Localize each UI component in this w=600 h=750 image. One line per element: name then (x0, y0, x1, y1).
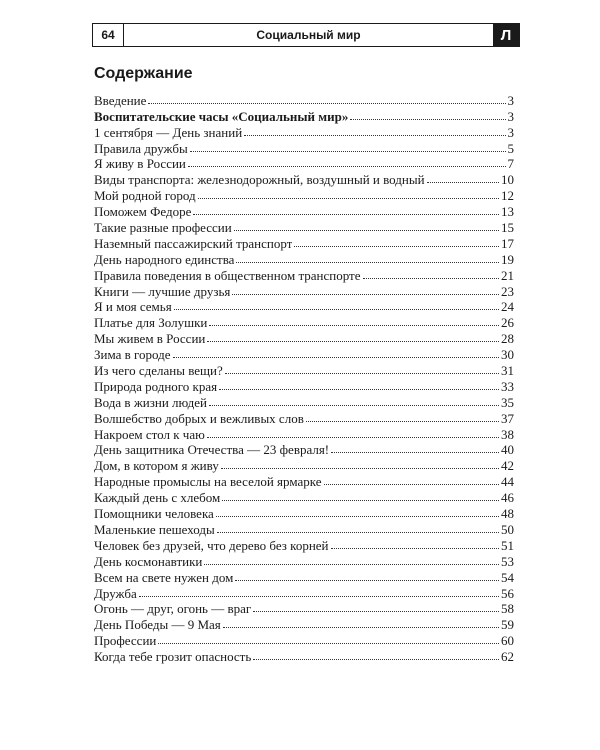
toc-entry (94, 521, 514, 537)
toc-entry-title: Каждый день с хлебом (94, 490, 221, 506)
toc-entry-page: 21 (501, 267, 514, 283)
toc-leader-dots (198, 198, 499, 199)
toc-entry-title: Воспитательские часы «Социальный мир» (94, 108, 349, 124)
toc-heading: Содержание (94, 65, 193, 82)
toc-entry (94, 362, 514, 378)
toc-entry-page: 24 (501, 299, 514, 315)
toc-entry-page: 15 (501, 220, 514, 236)
toc-entry-page: 60 (501, 633, 514, 649)
toc-entry-title: Профессии (94, 633, 157, 649)
toc-leader-dots (294, 246, 499, 247)
toc-leader-dots (209, 325, 499, 326)
toc-entry-title: Природа родного края (94, 378, 218, 394)
running-header (92, 23, 520, 47)
toc-leader-dots (225, 373, 499, 374)
toc-entry-title: День защитника Отечества — 23 февраля! (94, 442, 330, 458)
toc-entry-page: 19 (501, 251, 514, 267)
toc-leader-dots (253, 659, 499, 660)
toc-leader-dots (363, 278, 499, 279)
toc-entry-title: Мы живем в России (94, 331, 206, 347)
toc-leader-dots (207, 341, 499, 342)
toc-entry (94, 632, 514, 648)
toc-entry-title: Я живу в России (94, 156, 186, 172)
toc-entry-title: Волшебство добрых и вежливых слов (94, 410, 304, 426)
toc-entry (94, 235, 514, 251)
toc-entry-page: 12 (501, 188, 514, 204)
toc-leader-dots (222, 500, 499, 501)
publisher-logo-icon: Л (493, 24, 519, 46)
toc-entry-title: Помощники человека (94, 506, 214, 522)
toc-entry-title: Из чего сделаны вещи? (94, 363, 223, 379)
toc-entry-title: День космонавтики (94, 553, 203, 569)
toc-entry-page: 46 (501, 490, 514, 506)
toc-entry-page: 5 (507, 140, 514, 156)
toc-leader-dots (158, 643, 499, 644)
toc-entry (94, 569, 514, 585)
toc-leader-dots (190, 151, 506, 152)
toc-entry (94, 156, 514, 172)
toc-entry (94, 203, 514, 219)
toc-entry-title: Правила дружбы (94, 140, 188, 156)
toc-leader-dots (306, 421, 499, 422)
toc-leader-dots (235, 580, 499, 581)
toc-entry-page: 30 (501, 347, 514, 363)
toc-entry-title: Мой родной город (94, 188, 196, 204)
toc-entry-page: 17 (501, 235, 514, 251)
toc-entry-page: 31 (501, 363, 514, 379)
toc-entry-page: 62 (501, 649, 514, 665)
toc-entry-title: Поможем Федоре (94, 204, 192, 220)
toc-entry (94, 489, 514, 505)
running-title: Социальный мир (256, 28, 361, 42)
toc-leader-dots (188, 166, 506, 167)
toc-entry-title: День Победы — 9 Мая (94, 617, 221, 633)
toc-entry (94, 251, 514, 267)
toc-entry-title: Книги — лучшие друзья (94, 283, 231, 299)
toc-leader-dots (244, 135, 505, 136)
toc-entry-page: 53 (501, 553, 514, 569)
toc-entry-title: Правила поведения в общественном транспорте (94, 267, 361, 283)
toc-entry (94, 314, 514, 330)
toc-entry-page: 50 (501, 521, 514, 537)
toc-entry (94, 442, 514, 458)
toc-entry-title: Народные промыслы на веселой ярмарке (94, 474, 322, 490)
toc-entry-page: 35 (501, 394, 514, 410)
toc-leader-dots (139, 596, 499, 597)
toc-entry (94, 410, 514, 426)
toc-leader-dots (193, 214, 499, 215)
toc-entry (94, 537, 514, 553)
toc-leader-dots (219, 389, 499, 390)
toc-entry-title: 1 сентября — День знаний (94, 124, 243, 140)
toc-leader-dots (324, 484, 500, 485)
toc-leader-dots (232, 294, 499, 295)
toc-entry-title: Я и моя семья (94, 299, 172, 315)
toc-entry (94, 219, 514, 235)
toc-entry (94, 394, 514, 410)
toc-entry-title: Маленькие пешеходы (94, 521, 215, 537)
toc-entry-page: 51 (501, 537, 514, 553)
toc-entry-title: Такие разные профессии (94, 220, 232, 236)
toc-entry-page: 3 (507, 124, 514, 140)
toc-entry (94, 283, 514, 299)
toc-entry (94, 616, 514, 632)
toc-leader-dots (216, 516, 499, 517)
toc-entry-page: 48 (501, 506, 514, 522)
toc-leader-dots (148, 103, 505, 104)
toc-leader-dots (173, 357, 499, 358)
toc-entry-title: Зима в городе (94, 347, 171, 363)
toc-entry (94, 124, 514, 140)
toc-leader-dots (207, 437, 499, 438)
toc-entry-page: 26 (501, 315, 514, 331)
toc-leader-dots (221, 468, 499, 469)
toc-leader-dots (253, 611, 499, 612)
toc-entry-title: Платье для Золушки (94, 315, 208, 331)
toc-entry-page: 58 (501, 601, 514, 617)
toc-entry-title: Накроем стол к чаю (94, 426, 205, 442)
toc-entry-page: 3 (507, 92, 514, 108)
toc-leader-dots (234, 230, 499, 231)
toc-entry (94, 299, 514, 315)
toc-entry-page: 38 (501, 426, 514, 442)
toc-entry-title: Вода в жизни людей (94, 394, 207, 410)
toc-leader-dots (204, 564, 499, 565)
toc-entry-title: Дом, в котором я живу (94, 458, 219, 474)
toc-leader-dots (236, 262, 499, 263)
toc-entry-title: Огонь — друг, огонь — враг (94, 601, 252, 617)
toc-entry (94, 585, 514, 601)
toc-entry-title: Всем на свете нужен дом (94, 569, 234, 585)
toc-entry-title: День народного единства (94, 251, 235, 267)
toc-entry (94, 108, 514, 124)
toc-entry-page: 7 (507, 156, 514, 172)
toc-entry (94, 187, 514, 203)
page-number: 64 (93, 24, 124, 46)
toc-entry-title: Когда тебе грозит опасность (94, 649, 252, 665)
toc-entry-page: 37 (501, 410, 514, 426)
toc-entry (94, 267, 514, 283)
toc-leader-dots (209, 405, 499, 406)
toc-entry-page: 40 (501, 442, 514, 458)
toc-entry-page: 44 (501, 474, 514, 490)
toc-entry (94, 601, 514, 617)
toc-entry (94, 473, 514, 489)
toc-leader-dots (331, 548, 499, 549)
toc-leader-dots (217, 532, 499, 533)
toc-entry-title: Дружба (94, 585, 137, 601)
toc-entry-title: Наземный пассажирский транспорт (94, 235, 293, 251)
toc-entry (94, 457, 514, 473)
toc-leader-dots (350, 119, 505, 120)
table-of-contents (94, 92, 514, 664)
toc-entry-page: 28 (501, 331, 514, 347)
toc-entry (94, 330, 514, 346)
toc-entry (94, 346, 514, 362)
toc-entry (94, 648, 514, 664)
toc-entry-page: 42 (501, 458, 514, 474)
toc-leader-dots (331, 452, 499, 453)
toc-entry (94, 426, 514, 442)
toc-entry-page: 56 (501, 585, 514, 601)
toc-entry-page: 10 (501, 172, 514, 188)
toc-entry (94, 553, 514, 569)
toc-entry-page: 23 (501, 283, 514, 299)
toc-entry-page: 59 (501, 617, 514, 633)
toc-entry-title: Виды транспорта: железнодорожный, воздушный и водный (94, 172, 425, 188)
toc-entry (94, 505, 514, 521)
toc-entry (94, 171, 514, 187)
toc-entry-page: 33 (501, 378, 514, 394)
toc-entry-page: 3 (507, 108, 514, 124)
toc-entry-title: Человек без друзей, что дерево без корней (94, 537, 329, 553)
toc-entry-title: Введение (94, 92, 147, 108)
toc-entry-page: 54 (501, 569, 514, 585)
toc-entry (94, 92, 514, 108)
toc-entry-page: 13 (501, 204, 514, 220)
toc-leader-dots (223, 627, 499, 628)
toc-leader-dots (174, 309, 499, 310)
toc-leader-dots (427, 182, 499, 183)
toc-entry (94, 378, 514, 394)
toc-entry (94, 140, 514, 156)
